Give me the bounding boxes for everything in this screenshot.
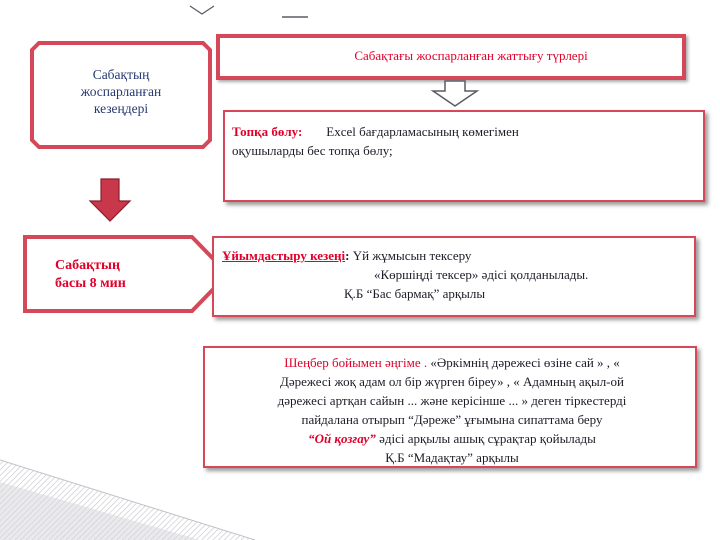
stage-box-label: Сабақтың жоспарланған кезеңдері (80, 67, 162, 116)
circle-box-line6: Қ.Б “Мадақтау” арқылы (385, 450, 519, 465)
org-box-line1: Үй жұмысын тексеру (352, 248, 472, 263)
circle-box-line4: пайдалана отырып “Дәреже” ұғымына сипаттама беру (301, 412, 603, 427)
top-decoration (0, 0, 720, 30)
circle-box-line1: «Әркімнің дәрежесі өзіне сай » , « (430, 355, 620, 370)
filled-arrow-down-icon (88, 177, 132, 223)
org-box-line2: «Көршіңді тексер» әдісі қолданылады. (374, 267, 589, 282)
group-box-line2: оқушыларды бес топқа бөлу; (232, 143, 393, 158)
circle-box-label: Шеңбер бойымен әңгіме . (284, 355, 428, 370)
circle-box-line3: дәрежесі артқан сайын ... және керісінше ... » деген тіркестерді (277, 393, 627, 408)
start-box-frame (20, 234, 232, 314)
org-box-text (222, 246, 692, 303)
title-box-text: Сабақтағы жоспарланған жаттығу түрлері (354, 48, 588, 63)
org-box-colon: : (345, 248, 350, 263)
org-box-label: Ұйымдастыру кезеңі (222, 248, 346, 263)
top-chevron-icon (190, 6, 214, 14)
circle-box-line5: әдісі арқылы ашық сұрақтар қойылады (379, 431, 596, 446)
circle-box-red-term: “Ой қозғау” (308, 431, 376, 446)
group-box-label: Топқа бөлу: (232, 124, 303, 139)
arrow-down-icon (430, 80, 480, 108)
group-box-text (232, 122, 702, 160)
start-box-line1: Сабақтың (55, 258, 121, 273)
start-box-text (55, 257, 126, 293)
circle-box-text (205, 353, 699, 467)
group-box-line1: Excel бағдарламасының көмегімен (326, 124, 519, 139)
org-box-line3: Қ.Б “Бас бармақ” арқылы (344, 286, 486, 301)
stage-box-text (29, 66, 213, 117)
circle-box-line2: Дәрежесі жоқ адам ол бір жүрген біреу» , « Адамның ақыл-ой (280, 374, 624, 389)
start-box-line2: басы 8 мин (55, 276, 126, 291)
